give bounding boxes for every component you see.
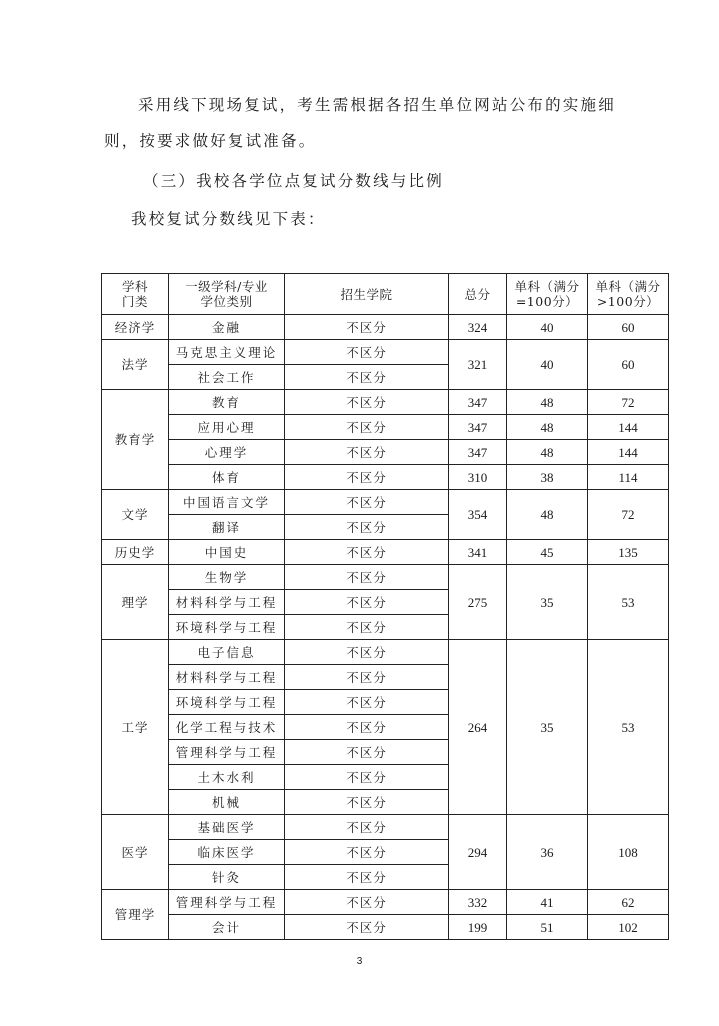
table-row	[102, 390, 669, 415]
single-100-cell: 51	[507, 915, 588, 940]
discipline-cell: 应用心理	[169, 415, 285, 440]
table-row	[102, 415, 669, 440]
total-score-cell: 332	[449, 890, 507, 915]
college-cell: 不区分	[285, 590, 449, 615]
total-score-cell: 310	[449, 465, 507, 490]
page-number: 3	[356, 956, 363, 967]
table-row	[102, 565, 669, 590]
college-cell: 不区分	[285, 665, 449, 690]
category-cell: 文学	[102, 490, 169, 540]
college-cell: 不区分	[285, 640, 449, 665]
paragraph-text-line-2: 则，按要求做好复试准备。	[104, 132, 317, 150]
college-cell: 不区分	[285, 540, 449, 565]
header-college: 招生学院	[285, 274, 449, 315]
discipline-cell: 金融	[169, 315, 285, 340]
college-cell: 不区分	[285, 415, 449, 440]
single-100-cell: 35	[507, 640, 588, 815]
single-100-cell: 48	[507, 440, 588, 465]
header-total: 总分	[449, 274, 507, 315]
total-score-cell: 199	[449, 915, 507, 940]
table-row	[102, 815, 669, 840]
discipline-cell: 翻译	[169, 515, 285, 540]
paragraph-text-line-1: 采用线下现场复试，考生需根据各招生单位网站公布的实施细	[138, 96, 616, 114]
discipline-cell: 马克思主义理论	[169, 340, 285, 365]
category-cell: 经济学	[102, 315, 169, 340]
single-over-100-cell: 144	[588, 415, 669, 440]
table-header-row	[102, 274, 669, 315]
total-score-cell: 347	[449, 415, 507, 440]
college-cell: 不区分	[285, 340, 449, 365]
single-over-100-cell: 53	[588, 565, 669, 640]
discipline-cell: 中国史	[169, 540, 285, 565]
discipline-cell: 环境科学与工程	[169, 690, 285, 715]
discipline-cell: 环境科学与工程	[169, 615, 285, 640]
discipline-cell: 土木水利	[169, 765, 285, 790]
category-cell: 医学	[102, 815, 169, 890]
score-line-table	[101, 273, 669, 940]
total-score-cell: 354	[449, 490, 507, 540]
total-score-cell: 321	[449, 340, 507, 390]
table-row	[102, 640, 669, 665]
category-cell: 工学	[102, 640, 169, 815]
discipline-cell: 教育	[169, 390, 285, 415]
single-over-100-cell: 72	[588, 390, 669, 415]
total-score-cell: 324	[449, 315, 507, 340]
category-cell: 法学	[102, 340, 169, 390]
discipline-cell: 基础医学	[169, 815, 285, 840]
college-cell: 不区分	[285, 815, 449, 840]
college-cell: 不区分	[285, 365, 449, 390]
single-100-cell: 35	[507, 565, 588, 640]
section-heading: （三）我校各学位点复试分数线与比例	[143, 172, 444, 190]
college-cell: 不区分	[285, 315, 449, 340]
single-over-100-cell: 114	[588, 465, 669, 490]
college-cell: 不区分	[285, 765, 449, 790]
single-100-cell: 36	[507, 815, 588, 890]
discipline-cell: 体育	[169, 465, 285, 490]
discipline-cell: 会计	[169, 915, 285, 940]
total-score-cell: 275	[449, 565, 507, 640]
college-cell: 不区分	[285, 615, 449, 640]
single-100-cell: 41	[507, 890, 588, 915]
college-cell: 不区分	[285, 515, 449, 540]
college-cell: 不区分	[285, 790, 449, 815]
table-row	[102, 490, 669, 515]
college-cell: 不区分	[285, 890, 449, 915]
college-cell: 不区分	[285, 390, 449, 415]
discipline-cell: 电子信息	[169, 640, 285, 665]
single-100-cell: 45	[507, 540, 588, 565]
table-row	[102, 540, 669, 565]
single-over-100-cell: 102	[588, 915, 669, 940]
table-row	[102, 465, 669, 490]
single-100-cell: 38	[507, 465, 588, 490]
college-cell: 不区分	[285, 840, 449, 865]
college-cell: 不区分	[285, 565, 449, 590]
discipline-cell: 社会工作	[169, 365, 285, 390]
header-single-over-100: 单科（满分>100分）	[588, 274, 669, 315]
single-over-100-cell: 62	[588, 890, 669, 915]
category-cell: 历史学	[102, 540, 169, 565]
college-cell: 不区分	[285, 715, 449, 740]
single-over-100-cell: 144	[588, 440, 669, 465]
table-body	[102, 315, 669, 940]
category-cell: 教育学	[102, 390, 169, 490]
college-cell: 不区分	[285, 465, 449, 490]
total-score-cell: 341	[449, 540, 507, 565]
category-cell: 理学	[102, 565, 169, 640]
single-100-cell: 40	[507, 315, 588, 340]
single-over-100-cell: 60	[588, 315, 669, 340]
discipline-cell: 针灸	[169, 865, 285, 890]
header-discipline: 一级学科/专业学位类别	[169, 274, 285, 315]
discipline-cell: 管理科学与工程	[169, 740, 285, 765]
discipline-cell: 材料科学与工程	[169, 590, 285, 615]
total-score-cell: 347	[449, 390, 507, 415]
header-single-100: 单科（满分=100分）	[507, 274, 588, 315]
total-score-cell: 294	[449, 815, 507, 890]
single-100-cell: 48	[507, 390, 588, 415]
discipline-cell: 化学工程与技术	[169, 715, 285, 740]
single-100-cell: 48	[507, 415, 588, 440]
table-row	[102, 315, 669, 340]
single-over-100-cell: 108	[588, 815, 669, 890]
table-row	[102, 915, 669, 940]
header-category: 学科门类	[102, 274, 169, 315]
discipline-cell: 管理科学与工程	[169, 890, 285, 915]
total-score-cell: 264	[449, 640, 507, 815]
single-over-100-cell: 53	[588, 640, 669, 815]
single-over-100-cell: 135	[588, 540, 669, 565]
discipline-cell: 机械	[169, 790, 285, 815]
single-100-cell: 48	[507, 490, 588, 540]
college-cell: 不区分	[285, 490, 449, 515]
college-cell: 不区分	[285, 915, 449, 940]
college-cell: 不区分	[285, 440, 449, 465]
table-row	[102, 890, 669, 915]
category-cell: 管理学	[102, 890, 169, 940]
table-intro-text: 我校复试分数线见下表：	[131, 210, 326, 228]
college-cell: 不区分	[285, 865, 449, 890]
table-row	[102, 440, 669, 465]
total-score-cell: 347	[449, 440, 507, 465]
discipline-cell: 材料科学与工程	[169, 665, 285, 690]
discipline-cell: 心理学	[169, 440, 285, 465]
single-over-100-cell: 72	[588, 490, 669, 540]
college-cell: 不区分	[285, 740, 449, 765]
single-100-cell: 40	[507, 340, 588, 390]
discipline-cell: 中国语言文学	[169, 490, 285, 515]
discipline-cell: 生物学	[169, 565, 285, 590]
college-cell: 不区分	[285, 690, 449, 715]
single-over-100-cell: 60	[588, 340, 669, 390]
discipline-cell: 临床医学	[169, 840, 285, 865]
table-row	[102, 340, 669, 365]
